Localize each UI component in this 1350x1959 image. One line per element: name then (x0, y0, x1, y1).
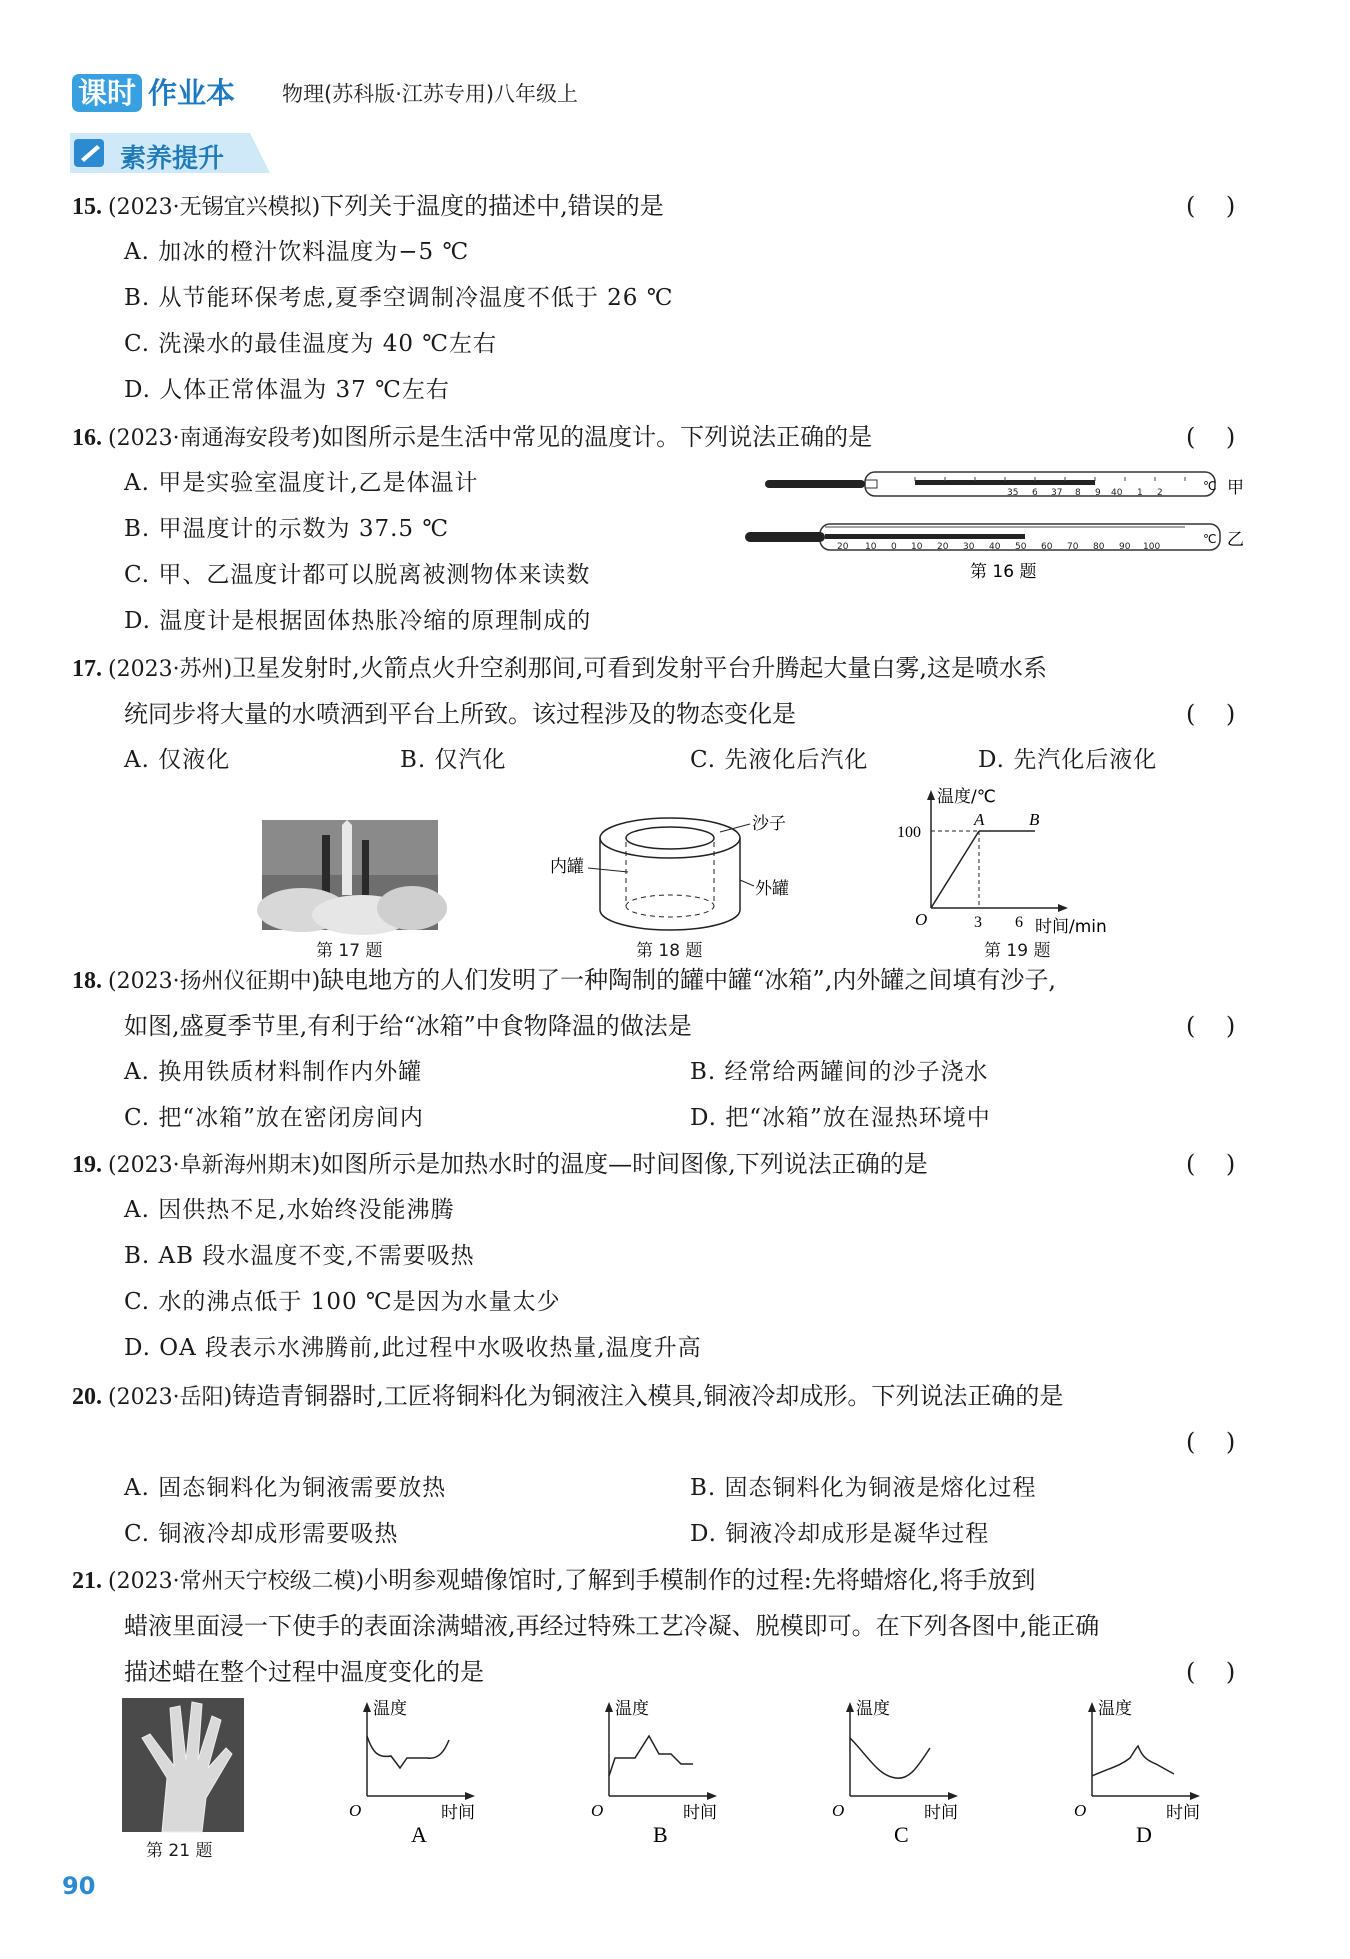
thermometer-yi (745, 524, 1244, 552)
x-axis-label: 时间 (683, 1803, 717, 1823)
tick-label: 20 (837, 542, 849, 552)
answer-blank: ( ) (1186, 1428, 1236, 1456)
tick-label: 9 (1095, 488, 1101, 498)
answer-blank: ( ) (1186, 1658, 1236, 1686)
question-stem-cont: 描述蜡在整个过程中温度变化的是 (124, 1658, 484, 1686)
curve-c (850, 1738, 930, 1778)
curve-b (609, 1736, 693, 1776)
tick-label: 70 (1067, 542, 1079, 552)
option-c: C. 洗澡水的最佳温度为 40 ℃左右 (124, 331, 498, 357)
figure-caption: 第 21 题 (146, 1841, 213, 1861)
option-b: B. 甲温度计的示数为 37.5 ℃ (124, 516, 450, 542)
option-b: B. AB 段水温度不变,不需要吸热 (124, 1243, 475, 1269)
question-stem: 如图所示是生活中常见的温度计。下列说法正确的是 (320, 423, 873, 451)
option-d: D. 先汽化后液化 (978, 747, 1158, 773)
question-number: 19. (72, 1152, 102, 1178)
outer-jar-label: 外罐 (755, 879, 789, 899)
tick-label: 100 (897, 824, 921, 841)
question-stem: 下列关于温度的描述中,错误的是 (320, 192, 664, 220)
answer-blank: ( ) (1186, 1012, 1236, 1040)
origin-label: O (832, 1801, 845, 1820)
option-letter: B (653, 1822, 668, 1847)
answer-blank: ( ) (1186, 423, 1236, 451)
option-c: C. 水的沸点低于 100 ℃是因为水量太少 (124, 1289, 561, 1315)
question-number: 15. (72, 194, 102, 220)
x-axis-label: 时间 (441, 1803, 475, 1823)
section-title: 素养提升 (120, 144, 225, 174)
tick-label: 0 (891, 542, 897, 552)
question-stem: 如图所示是加热水时的温度—时间图像,下列说法正确的是 (320, 1150, 928, 1178)
tick-label: 50 (1015, 542, 1027, 552)
jia-label: 甲 (1227, 478, 1244, 498)
graph-option-c (832, 1696, 978, 1847)
option-b: B. 从节能环保考虑,夏季空调制冷温度不低于 26 ℃ (124, 285, 674, 311)
tick-label: 80 (1093, 542, 1105, 552)
tick-label: 37 (1051, 488, 1063, 498)
option-b: B. 经常给两罐间的沙子浇水 (690, 1059, 989, 1085)
page-number: 90 (62, 1872, 96, 1900)
question-stem-cont: 如图,盛夏季节里,有利于给“冰箱”中食物降温的做法是 (124, 1012, 692, 1040)
option-c: C. 把“冰箱”放在密闭房间内 (124, 1105, 424, 1131)
thermometer-jia (765, 472, 1244, 498)
question-number: 18. (72, 968, 102, 994)
question-source: (2023·扬州仪征期中) (108, 969, 321, 994)
question-21 (72, 1564, 1036, 1598)
figure-caption: 第 19 题 (984, 941, 1051, 961)
figure-caption: 第 16 题 (970, 562, 1037, 582)
tick-label: 35 (1007, 488, 1019, 498)
question-source: (2023·苏州) (108, 657, 233, 682)
origin-label: O (591, 1801, 604, 1820)
sand-label: 沙子 (752, 814, 786, 834)
svg-text:作业本: 作业本 (148, 76, 236, 110)
thermometer-figure (745, 468, 1265, 588)
option-a: A. 固态铜料化为铜液需要放热 (124, 1475, 447, 1501)
hand-mold-photo (122, 1698, 244, 1832)
x-axis-label: 时间/min (1035, 917, 1107, 937)
question-16 (72, 421, 872, 455)
question-number: 17. (72, 656, 102, 682)
option-c: C. 先液化后汽化 (690, 747, 869, 773)
option-a: A. 换用铁质材料制作内外罐 (124, 1059, 423, 1085)
origin-label: O (1074, 1801, 1087, 1820)
segment-oa (931, 831, 979, 908)
option-d: D. OA 段表示水沸腾前,此过程中水吸收热量,温度升高 (124, 1335, 702, 1361)
question-number: 20. (72, 1384, 102, 1410)
tick-label: 20 (937, 542, 949, 552)
option-a: A. 加冰的橙汁饮料温度为−5 ℃ (124, 239, 470, 265)
tick-label: 30 (963, 542, 975, 552)
point-a-label: A (974, 810, 985, 829)
point-b-label: B (1029, 810, 1040, 829)
option-a: A. 仅液化 (124, 747, 231, 773)
y-axis-label: 温度/℃ (937, 787, 996, 807)
tick-label: 3 (974, 914, 982, 931)
tick-label: 100 (1143, 542, 1161, 552)
option-letter: A (411, 1822, 427, 1847)
option-d: D. 铜液冷却成形是凝华过程 (690, 1521, 990, 1547)
option-d: D. 把“冰箱”放在湿热环境中 (690, 1105, 991, 1131)
y-axis-label: 温度 (615, 1699, 649, 1719)
y-axis-label: 温度 (1098, 1699, 1132, 1719)
tick-label: 10 (911, 542, 923, 552)
question-18 (72, 964, 1056, 998)
book-subtitle: 物理(苏科版·江苏专用)八年级上 (282, 82, 579, 106)
question-source: (2023·常州天宁校级二模) (108, 1569, 365, 1594)
graph-option-b (591, 1696, 737, 1847)
option-d: D. 温度计是根据固体热胀冷缩的原理制成的 (124, 608, 592, 634)
option-a: A. 因供热不足,水始终没能沸腾 (124, 1197, 455, 1223)
question-number: 16. (72, 425, 102, 451)
question-stem: 缺电地方的人们发明了一种陶制的罐中罐“冰箱”,内外罐之间填有沙子, (320, 966, 1056, 994)
origin-label: O (915, 910, 928, 929)
answer-blank: ( ) (1186, 700, 1236, 728)
question-stem: 卫星发射时,火箭点火升空刹那间,可看到发射平台升腾起大量白雾,这是喷水系 (232, 654, 1048, 682)
option-b: B. 固态铜料化为铜液是熔化过程 (690, 1475, 1037, 1501)
question-stem: 小明参观蜡像馆时,了解到手模制作的过程:先将蜡熔化,将手放到 (364, 1566, 1036, 1594)
tick-label: 60 (1041, 542, 1053, 552)
boiling-graph (895, 788, 1155, 938)
jar-diagram (540, 810, 800, 935)
question-source: (2023·南通海安段考) (108, 426, 321, 451)
question-stem-cont: 统同步将大量的水喷洒到平台上所致。该过程涉及的物态变化是 (124, 700, 796, 728)
inner-jar-label: 内罐 (550, 857, 584, 877)
x-axis-label: 时间 (1166, 1803, 1200, 1823)
tick-label: 40 (989, 542, 1001, 552)
graph-option-d (1074, 1696, 1220, 1847)
question-stem-cont: 蜡液里面浸一下使手的表面涂满蜡液,再经过特殊工艺冷凝、脱模即可。在下列各图中,能正确 (124, 1612, 1100, 1640)
tick-label: 2 (1157, 488, 1163, 498)
unit-label: ℃ (1203, 479, 1217, 493)
tick-label: 10 (865, 542, 877, 552)
figure-caption: 第 17 题 (316, 941, 383, 961)
tick-label: 90 (1119, 542, 1131, 552)
question-source: (2023·岳阳) (108, 1385, 233, 1410)
origin-label: O (349, 1801, 362, 1820)
book-logo (72, 72, 264, 114)
unit-label: ℃ (1203, 532, 1217, 546)
option-a: A. 甲是实验室温度计,乙是体温计 (124, 470, 479, 496)
question-source: (2023·无锡宜兴模拟) (108, 195, 321, 220)
graph-option-a (349, 1696, 495, 1847)
curve-a (367, 1736, 449, 1768)
rocket-launch-photo (262, 820, 438, 930)
tick-label: 6 (1032, 488, 1038, 498)
x-axis-label: 时间 (924, 1803, 958, 1823)
svg-text:课时: 课时 (77, 76, 137, 110)
tick-label: 6 (1015, 914, 1023, 931)
option-b: B. 仅汽化 (400, 747, 507, 773)
yi-label: 乙 (1227, 530, 1244, 550)
answer-blank: ( ) (1186, 1150, 1236, 1178)
option-c: C. 铜液冷却成形需要吸热 (124, 1521, 399, 1547)
tick-label: 40 (1111, 488, 1123, 498)
y-axis-label: 温度 (373, 1699, 407, 1719)
question-15 (72, 190, 664, 224)
question-17 (72, 652, 1047, 686)
answer-blank: ( ) (1186, 192, 1236, 220)
question-19 (72, 1148, 928, 1182)
option-d: D. 人体正常体温为 37 ℃左右 (124, 377, 450, 403)
tick-label: 8 (1075, 488, 1081, 498)
option-letter: D (1136, 1822, 1152, 1847)
figure-caption: 第 18 题 (636, 941, 703, 961)
option-c: C. 甲、乙温度计都可以脱离被测物体来读数 (124, 562, 591, 588)
question-number: 21. (72, 1568, 102, 1594)
question-20 (72, 1380, 1063, 1414)
y-axis-label: 温度 (856, 1699, 890, 1719)
tick-label: 1 (1137, 488, 1143, 498)
question-stem: 铸造青铜器时,工匠将铜料化为铜液注入模具,铜液冷却成形。下列说法正确的是 (232, 1382, 1064, 1410)
curve-d (1092, 1746, 1174, 1776)
option-letter: C (894, 1822, 909, 1847)
question-source: (2023·阜新海州期末) (108, 1153, 321, 1178)
